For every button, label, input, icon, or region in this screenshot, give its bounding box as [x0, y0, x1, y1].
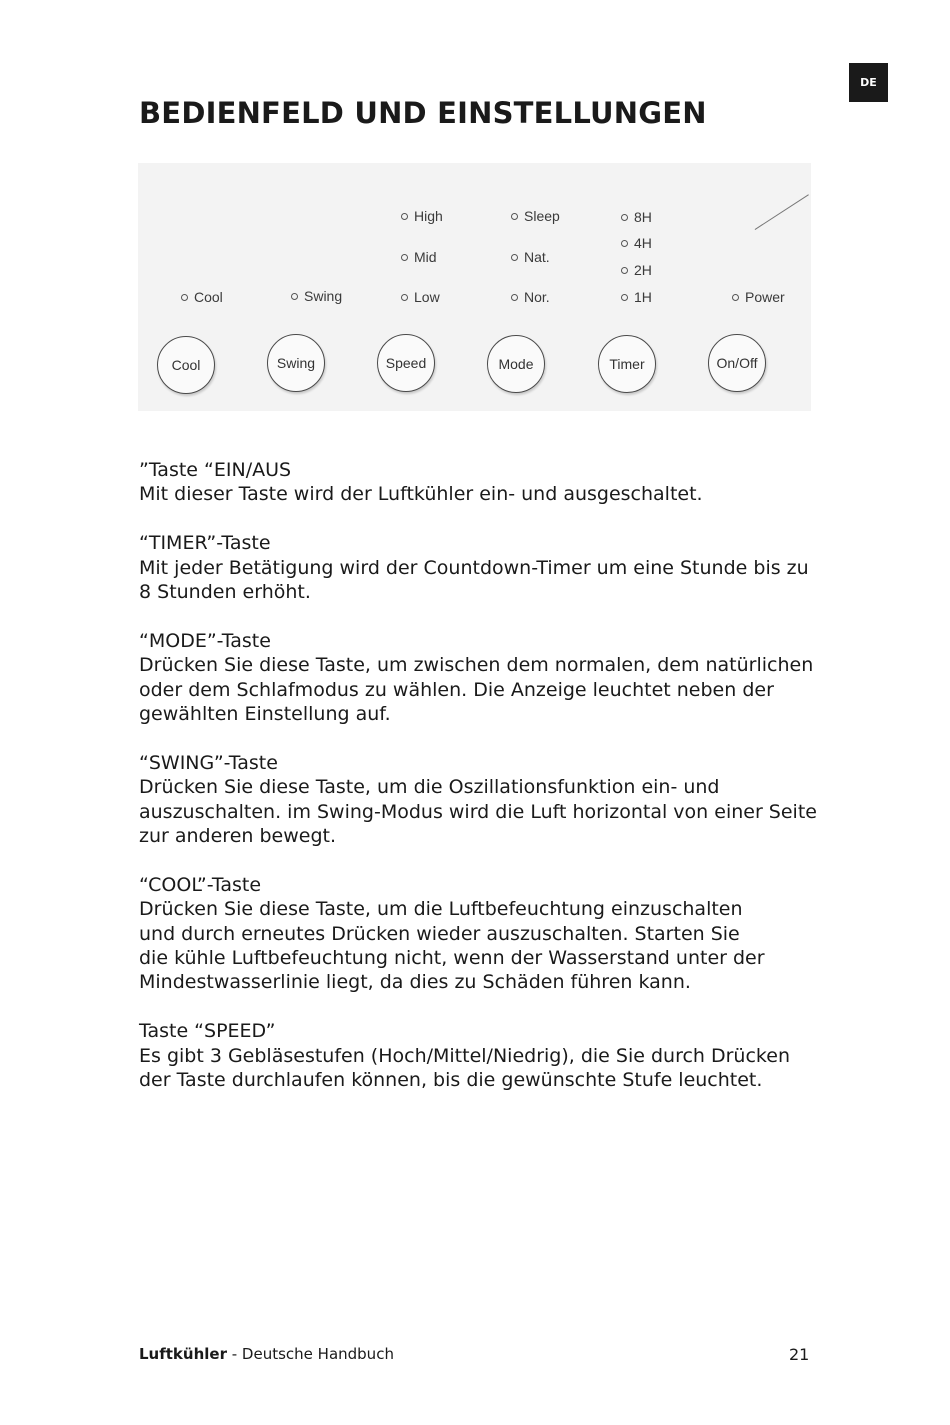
on-off-button[interactable]: On/Off	[708, 334, 766, 392]
section-line: Drücken Sie diese Taste, um die Oszillationsfunktion ein- und	[139, 776, 720, 799]
footer-title	[139, 1345, 394, 1363]
language-badge: DE	[849, 63, 888, 102]
indicator-timer-2h: 2H	[621, 262, 652, 278]
indicator-led-icon	[401, 294, 408, 301]
section-swing	[139, 751, 819, 849]
indicator-timer-8h: 8H	[621, 209, 652, 225]
indicator-led-icon	[621, 240, 628, 247]
section-line: die kühle Luftbefeuchtung nicht, wenn der Wasserstand unter der	[139, 947, 765, 970]
timer-button[interactable]: Timer	[598, 335, 656, 393]
page-number: 21	[789, 1345, 810, 1364]
section-line: der Taste durchlaufen können, bis die gewünschte Stufe leuchtet.	[139, 1069, 763, 1092]
section-heading: “MODE”-Taste	[139, 629, 271, 652]
indicator-cool: Cool	[181, 289, 223, 305]
indicator-led-icon	[181, 294, 188, 301]
footer-subtitle: - Deutsche Handbuch	[226, 1345, 394, 1363]
indicator-mode-sleep: Sleep	[511, 208, 560, 224]
instructions-text	[139, 458, 819, 1117]
indicator-led-icon	[621, 214, 628, 221]
swing-button[interactable]: Swing	[267, 334, 325, 392]
section-line: Drücken Sie diese Taste, um zwischen dem normalen, dem natürlichen	[139, 654, 814, 677]
section-timer	[139, 531, 819, 604]
section-heading: ”Taste “EIN/AUS	[139, 459, 292, 481]
footer-brand: Luftkühler	[139, 1345, 227, 1363]
control-panel-illustration	[138, 163, 811, 411]
indicator-led-icon	[511, 254, 518, 261]
section-mode	[139, 629, 819, 727]
section-line: zur anderen bewegt.	[139, 825, 336, 848]
section-cool	[139, 873, 819, 995]
section-on-off	[139, 458, 819, 507]
indicator-led-icon	[291, 293, 298, 300]
indicator-led-icon	[732, 294, 739, 301]
indicator-mode-nor: Nor.	[511, 289, 550, 305]
section-speed	[139, 1019, 819, 1092]
indicator-timer-4h: 4H	[621, 235, 652, 251]
speed-button[interactable]: Speed	[377, 334, 435, 392]
section-heading: “SWING”-Taste	[139, 751, 278, 774]
indicator-led-icon	[401, 254, 408, 261]
indicator-timer-1h: 1H	[621, 289, 652, 305]
mode-button[interactable]: Mode	[487, 335, 545, 393]
section-heading: “COOL”-Taste	[139, 873, 262, 896]
power-leader-line	[755, 194, 809, 230]
indicator-swing: Swing	[291, 288, 342, 304]
indicator-led-icon	[511, 294, 518, 301]
section-heading: Taste “SPEED”	[139, 1020, 276, 1043]
section-line: und durch erneutes Drücken wieder auszuschalten. Starten Sie	[139, 922, 740, 945]
section-line: Drücken Sie diese Taste, um die Luftbefeuchtung einzuschalten	[139, 898, 743, 921]
section-line: Mindestwasserlinie liegt, da dies zu Schäden führen kann.	[139, 971, 691, 994]
indicator-led-icon	[621, 267, 628, 274]
section-line: oder dem Schlafmodus zu wählen. Die Anzeige leuchtet neben der	[139, 678, 774, 701]
section-line: auszuschalten. im Swing-Modus wird die Luft horizontal von einer Seite	[139, 800, 817, 823]
page-title: BEDIENFELD UND EINSTELLUNGEN	[139, 96, 707, 130]
section-line: Mit jeder Betätigung wird der Countdown-Timer um eine Stunde bis zu	[139, 556, 809, 579]
cool-button[interactable]: Cool	[157, 336, 215, 394]
section-line: Es gibt 3 Gebläsestufen (Hoch/Mittel/Niedrig), die Sie durch Drücken	[139, 1044, 790, 1067]
section-line: gewählten Einstellung auf.	[139, 703, 391, 726]
section-line: Mit dieser Taste wird der Luftkühler ein- und ausgeschaltet.	[139, 483, 703, 506]
indicator-speed-high: High	[401, 208, 443, 224]
indicator-led-icon	[401, 213, 408, 220]
indicator-mode-nat: Nat.	[511, 249, 550, 265]
indicator-speed-mid: Mid	[401, 249, 437, 265]
indicator-power: Power	[732, 289, 785, 305]
indicator-speed-low: Low	[401, 289, 440, 305]
indicator-led-icon	[511, 213, 518, 220]
indicator-led-icon	[621, 294, 628, 301]
section-line: 8 Stunden erhöht.	[139, 581, 311, 604]
section-heading: “TIMER”-Taste	[139, 532, 271, 555]
